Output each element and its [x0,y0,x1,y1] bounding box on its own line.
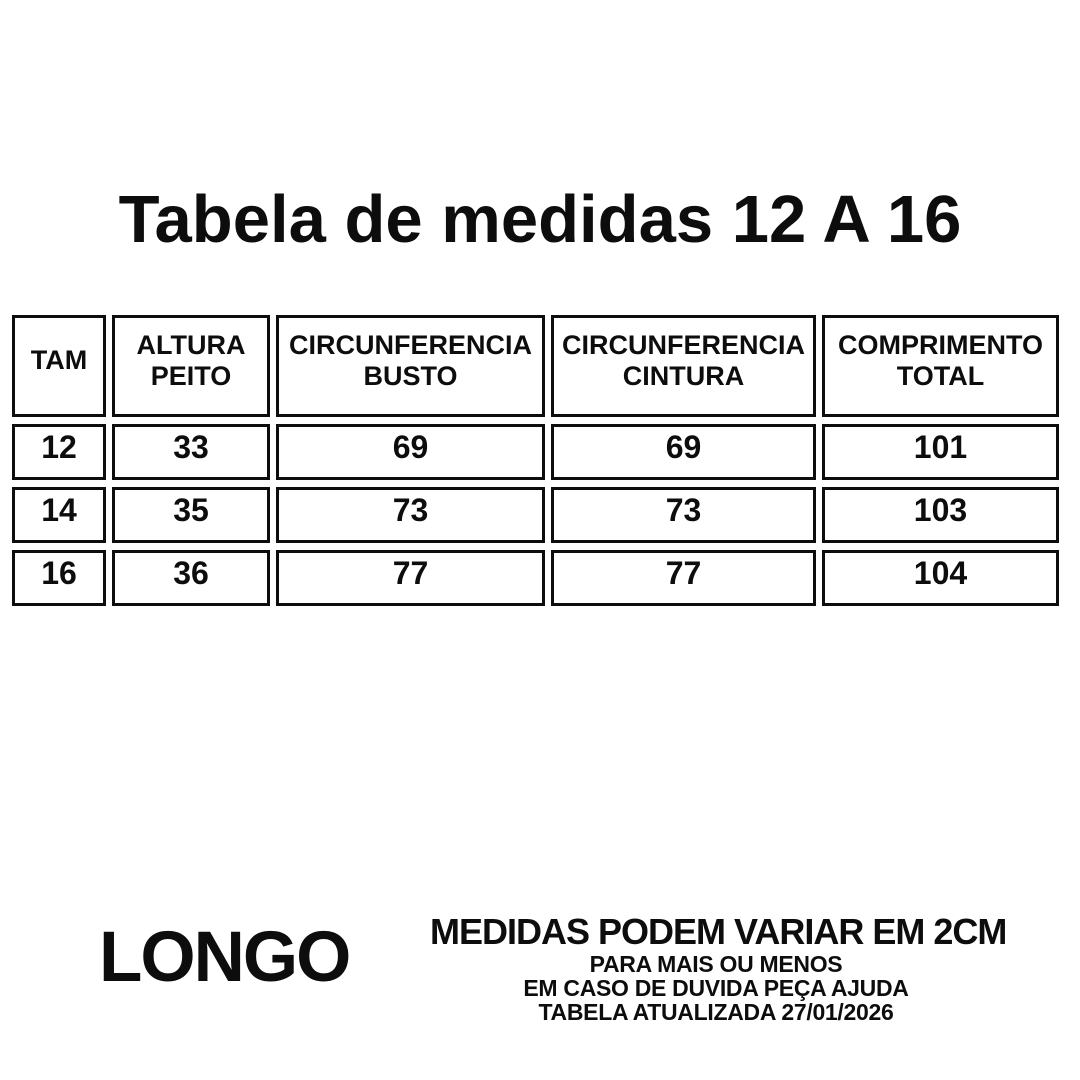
table-cell-row3-comprimento: 104 [822,550,1059,606]
table-cell-row1-tam: 12 [12,424,106,480]
table-cell-row3-tam: 16 [12,550,106,606]
table-cell-row3-altura-peito: 36 [112,550,270,606]
page-title: Tabela de medidas 12 A 16 [118,182,962,257]
table-header-circunferencia-cintura: CIRCUNFERENCIA CINTURA [551,315,816,417]
table-cell-row2-comprimento: 103 [822,487,1059,543]
table-header-circunferencia-busto: CIRCUNFERENCIA BUSTO [276,315,545,417]
table-cell-row3-busto: 77 [276,550,545,606]
table-cell-row1-comprimento: 101 [822,424,1059,480]
table-cell-row2-busto: 73 [276,487,545,543]
note-line-variation: MEDIDAS PODEM VARIAR EM 2CM [430,911,1007,952]
table-cell-row2-altura-peito: 35 [112,487,270,543]
table-header-comprimento-total: COMPRIMENTO TOTAL [822,315,1059,417]
note-line-ask-help: EM CASO DE DUVIDA PEÇA AJUDA [523,975,909,1001]
table-header-altura-peito: ALTURA PEITO [112,315,270,417]
table-cell-row2-tam: 14 [12,487,106,543]
table-cell-row3-cintura: 77 [551,550,816,606]
table-cell-row1-busto: 69 [276,424,545,480]
garment-type-label: LONGO [99,918,350,997]
note-line-updated-date: TABELA ATUALIZADA 27/01/2026 [538,999,894,1025]
table-cell-row1-altura-peito: 33 [112,424,270,480]
notes-block [430,911,1007,1025]
table-cell-row1-cintura: 69 [551,424,816,480]
note-line-more-or-less: PARA MAIS OU MENOS [589,951,843,977]
table-cell-row2-cintura: 73 [551,487,816,543]
size-table [12,315,1059,606]
table-header-tam: TAM [12,315,106,417]
